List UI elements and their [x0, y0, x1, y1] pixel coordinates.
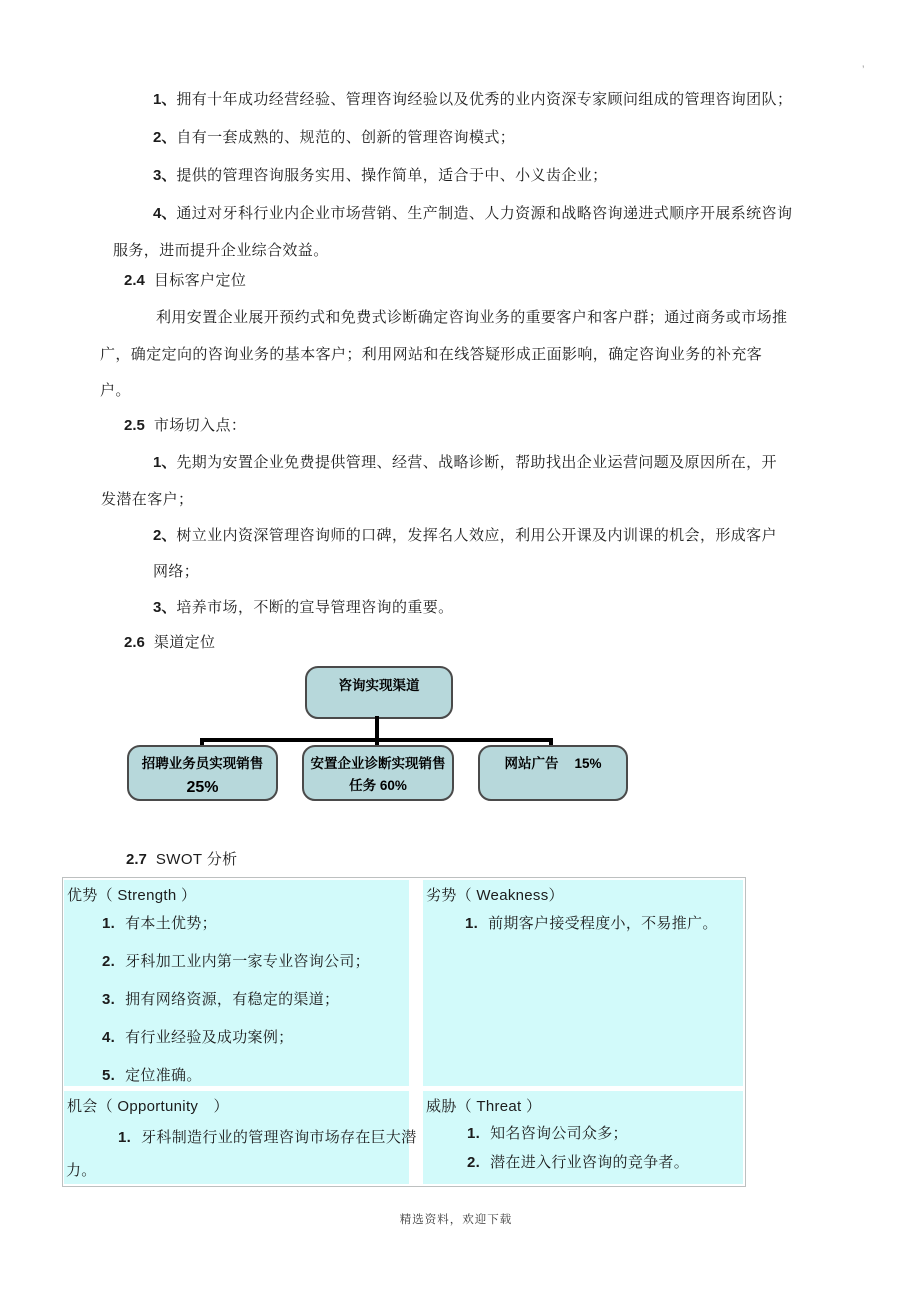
list-line-4 — [153, 202, 792, 223]
connector-horizontal — [200, 738, 553, 742]
item-number: 1. — [465, 915, 479, 932]
section-number: 2.6 — [124, 634, 145, 651]
list-item — [467, 1119, 689, 1148]
list-item — [102, 1057, 370, 1095]
line-text: 通过对牙科行业内企业市场营销、生产制造、人力资源和战略咨询递进式顺序开展系统咨询 — [176, 205, 793, 222]
flowchart-node-recruit — [127, 745, 278, 801]
threat-header: 威胁（ Threat ） — [426, 1098, 542, 1115]
node-percentage: 25% — [186, 778, 219, 796]
line-text: 服务，进而提升企业综合效益。 — [113, 242, 329, 259]
item-number: 1. — [102, 915, 116, 932]
item-text: 牙科加工业内第一家专业咨询公司； — [125, 953, 370, 970]
section-title: SWOT 分析 — [155, 851, 238, 868]
wrap-line — [113, 239, 329, 260]
list-item — [118, 1124, 417, 1151]
wrap-line — [153, 560, 199, 581]
swot-table — [62, 877, 746, 1187]
section-number: 2.7 — [126, 851, 147, 868]
list-line-1 — [153, 88, 792, 109]
node-percentage: 任务 60% — [349, 777, 407, 793]
page-footer: 精选资料，欢迎下载 — [399, 1214, 513, 1226]
line-text: 发潜在客户； — [101, 491, 194, 508]
list-number: 1、 — [153, 91, 177, 108]
line-text: 培养市场，不断的宣导管理咨询的重要。 — [176, 599, 454, 616]
flowchart-node-website — [478, 745, 628, 801]
line-text: 先期为安置企业免费提供管理、经营、战略诊断，帮助找出企业运营问题及原因所在，开 — [176, 454, 777, 471]
line-text: 利用安置企业展开预约式和免费式诊断确定咨询业务的重要客户和客户群；通过商务或市场推 — [156, 309, 788, 326]
swot-threat-cell — [423, 1091, 743, 1184]
list-item — [465, 905, 718, 943]
item-number: 1. — [467, 1125, 481, 1142]
list-number: 3、 — [153, 167, 177, 184]
list-line-2 — [153, 524, 777, 545]
weakness-header: 劣势（ Weakness） — [426, 887, 564, 904]
item-number: 2. — [102, 953, 116, 970]
section-heading-2-4 — [124, 269, 246, 290]
list-line-1 — [153, 451, 777, 472]
node-percentage: 15% — [574, 756, 602, 771]
item-text: 拥有网络资源，有稳定的渠道； — [125, 991, 340, 1008]
list-line-3 — [153, 596, 454, 617]
section-heading-2-6 — [124, 631, 215, 652]
swot-opportunity-cell — [64, 1091, 417, 1184]
item-text: 牙科制造行业的管理咨询市场存在巨大潜 — [141, 1129, 417, 1146]
node-label: 网站广告 — [504, 756, 559, 771]
swot-strength-cell — [64, 880, 409, 1086]
paragraph-line — [100, 379, 131, 400]
paragraph-line — [100, 343, 762, 364]
list-line-3 — [153, 164, 608, 185]
strength-header: 优势（ Strength ） — [67, 887, 197, 904]
line-text: 自有一套成熟的、规范的、创新的管理咨询模式； — [176, 129, 516, 146]
wrap-line — [101, 488, 193, 509]
list-line-2 — [153, 126, 515, 147]
list-number: 1、 — [153, 454, 177, 471]
line-text: 提供的管理咨询服务实用、操作简单，适合于中、小义齿企业； — [176, 167, 608, 184]
section-title: 市场切入点： — [153, 417, 247, 434]
threat-items — [467, 1119, 689, 1177]
stray-mark: ’ — [862, 64, 865, 76]
item-number: 4. — [102, 1029, 116, 1046]
weakness-items — [465, 905, 718, 943]
section-title: 渠道定位 — [153, 634, 216, 651]
line-text: 树立业内资深管理咨询师的口碑，发挥名人效应，利用公开课及内训课的机会，形成客户 — [176, 527, 777, 544]
line-text: 网络； — [153, 563, 200, 580]
section-heading-2-5 — [124, 414, 246, 435]
node-label: 安置企业诊断实现销售 — [310, 756, 446, 771]
list-item — [102, 905, 370, 943]
item-number: 1. — [118, 1129, 132, 1146]
flowchart-node-diagnosis — [302, 745, 454, 801]
opportunity-header: 机会（ Opportunity ） — [67, 1098, 229, 1115]
item-number: 2. — [467, 1154, 481, 1171]
list-number: 4、 — [153, 205, 177, 222]
list-item — [102, 981, 370, 1019]
paragraph-line — [156, 306, 787, 327]
list-number: 2、 — [153, 527, 177, 544]
item-text: 潜在进入行业咨询的竞争者。 — [490, 1154, 690, 1171]
line-text: 广，确定定向的咨询业务的基本客户；利用网站和在线答疑形成正面影响，确定咨询业务的补充客 — [100, 346, 763, 363]
item-number: 5. — [102, 1067, 116, 1084]
line-text: 户。 — [100, 382, 131, 399]
node-label: 招聘业务员实现销售 — [141, 756, 264, 771]
list-number: 3、 — [153, 599, 177, 616]
swot-weakness-cell — [423, 880, 743, 1086]
item-text: 有本土优势； — [125, 915, 217, 932]
list-item — [102, 1019, 370, 1057]
section-heading-2-7 — [126, 848, 238, 869]
node-label: 咨询实现渠道 — [338, 678, 420, 693]
section-number: 2.5 — [124, 417, 145, 434]
flowchart-root-node — [305, 666, 453, 719]
list-item — [102, 943, 370, 981]
strength-items — [102, 905, 370, 1095]
line-text: 拥有十年成功经营经验、管理咨询经验以及优秀的业内资深专家顾问组成的管理咨询团队； — [176, 91, 793, 108]
item-text: 定位准确。 — [125, 1067, 202, 1084]
opportunity-wrap-line: 力。 — [66, 1162, 97, 1179]
item-text: 前期客户接受程度小，不易推广。 — [488, 915, 718, 932]
section-number: 2.4 — [124, 272, 145, 289]
list-item — [467, 1148, 689, 1177]
item-text: 知名咨询公司众多； — [490, 1125, 628, 1142]
list-number: 2、 — [153, 129, 177, 146]
item-number: 3. — [102, 991, 116, 1008]
item-text: 有行业经验及成功案例； — [125, 1029, 294, 1046]
section-title: 目标客户定位 — [153, 272, 247, 289]
opportunity-items — [118, 1124, 417, 1151]
